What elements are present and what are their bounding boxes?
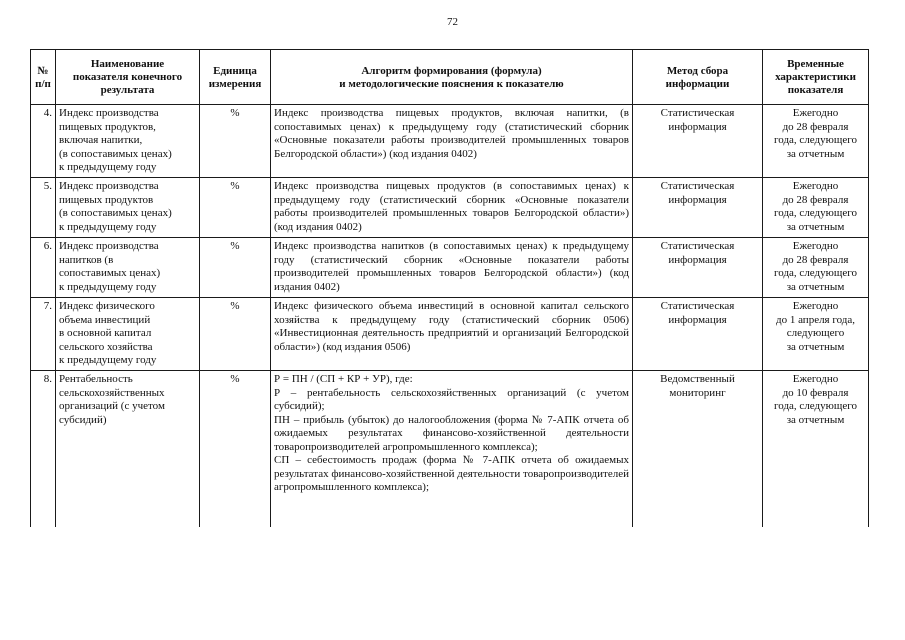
- row-number: 7.: [31, 298, 56, 371]
- time-characteristics: Ежегодно до 10 февраля года, следующего за отчетным: [763, 371, 869, 528]
- table-row: [31, 238, 869, 298]
- time-characteristics: Ежегодно до 28 февраля года, следующего за отчетным: [763, 238, 869, 298]
- table-row: [31, 371, 869, 528]
- algorithm-description: Индекс производства пищевых продуктов, включая напитки, (в сопоставимых ценах) к предыдущему году (статистический сборник «Основные показатели работы производителей промышленных товаров Белгородской области») (код издания 0402): [271, 105, 633, 178]
- unit-of-measure: %: [200, 298, 271, 371]
- table-header-row: [31, 50, 869, 105]
- page-number: 72: [447, 16, 458, 28]
- table-row: [31, 298, 869, 371]
- collection-method: Статистическая информация: [633, 298, 763, 371]
- header-name: Наименование показателя конечного результата: [56, 50, 200, 105]
- collection-method: Статистическая информация: [633, 238, 763, 298]
- unit-of-measure: %: [200, 178, 271, 238]
- collection-method: Ведомственный мониторинг: [633, 371, 763, 528]
- header-timing: Временные характеристики показателя: [763, 50, 869, 105]
- header-num: № п/п: [31, 50, 56, 105]
- table-row: [31, 178, 869, 238]
- formula-line: Р = ПН / (СП + КР + УР), где:: [274, 373, 413, 385]
- collection-method: Статистическая информация: [633, 105, 763, 178]
- formula-definition: СП – себестоимость продаж (форма № 7-АПК отчета об ожидаемых результатах финансово-хозяйственной деятельности товаропроизводителей агропромышленного комплекса);: [274, 454, 629, 493]
- indicator-name: Индекс производства пищевых продуктов, включая напитки, (в сопоставимых ценах) к предыдущему году: [56, 105, 200, 178]
- row-number: 5.: [31, 178, 56, 238]
- time-characteristics: Ежегодно до 1 апреля года, следующего за отчетным: [763, 298, 869, 371]
- formula-definition: Р – рентабельность сельскохозяйственных организаций (с учетом субсидий);: [274, 386, 629, 412]
- row-number: 4.: [31, 105, 56, 178]
- collection-method: Статистическая информация: [633, 178, 763, 238]
- unit-of-measure: %: [200, 371, 271, 528]
- formula-definition: ПН – прибыль (убыток) до налогообложения (форма № 7-АПК отчета об ожидаемых результатах финансово-хозяйственной деятельности товаропроизводителей агропромышленного комплекса);: [274, 413, 629, 453]
- header-method: Метод сбора информации: [633, 50, 763, 105]
- algorithm-description: [271, 371, 633, 528]
- time-characteristics: Ежегодно до 28 февраля года, следующего за отчетным: [763, 178, 869, 238]
- indicator-name: Рентабельность сельскохозяйственных организаций (с учетом субсидий): [56, 371, 200, 528]
- unit-of-measure: %: [200, 238, 271, 298]
- time-characteristics: Ежегодно до 28 февраля года, следующего за отчетным: [763, 105, 869, 178]
- indicator-name: Индекс производства напитков (в сопоставимых ценах) к предыдущему году: [56, 238, 200, 298]
- indicators-table: [30, 49, 869, 527]
- unit-of-measure: %: [200, 105, 271, 178]
- indicator-name: Индекс физического объема инвестиций в основной капитал сельского хозяйства к предыдущему году: [56, 298, 200, 371]
- header-algorithm: Алгоритм формирования (формула) и методологические пояснения к показателю: [271, 50, 633, 105]
- table-row: [31, 105, 869, 178]
- header-unit: Единица измерения: [200, 50, 271, 105]
- row-number: 8.: [31, 371, 56, 528]
- indicator-name: Индекс производства пищевых продуктов (в сопоставимых ценах) к предыдущему году: [56, 178, 200, 238]
- algorithm-description: Индекс производства напитков (в сопоставимых ценах) к предыдущему году (статистический сборник «Основные показатели работы производителей промышленных товаров Белгородской области») (код издания 0402): [271, 238, 633, 298]
- algorithm-description: Индекс производства пищевых продуктов (в сопоставимых ценах) к предыдущему году (статистический сборник «Основные показатели работы производителей промышленных товаров Белгородской области») (код издания 0402): [271, 178, 633, 238]
- algorithm-description: Индекс физического объема инвестиций в основной капитал сельского хозяйства к предыдущему году (статистический сборник 0506) «Инвестиционная деятельность предприятий и организаций Белгородской области») (код издания 0506): [271, 298, 633, 371]
- row-number: 6.: [31, 238, 56, 298]
